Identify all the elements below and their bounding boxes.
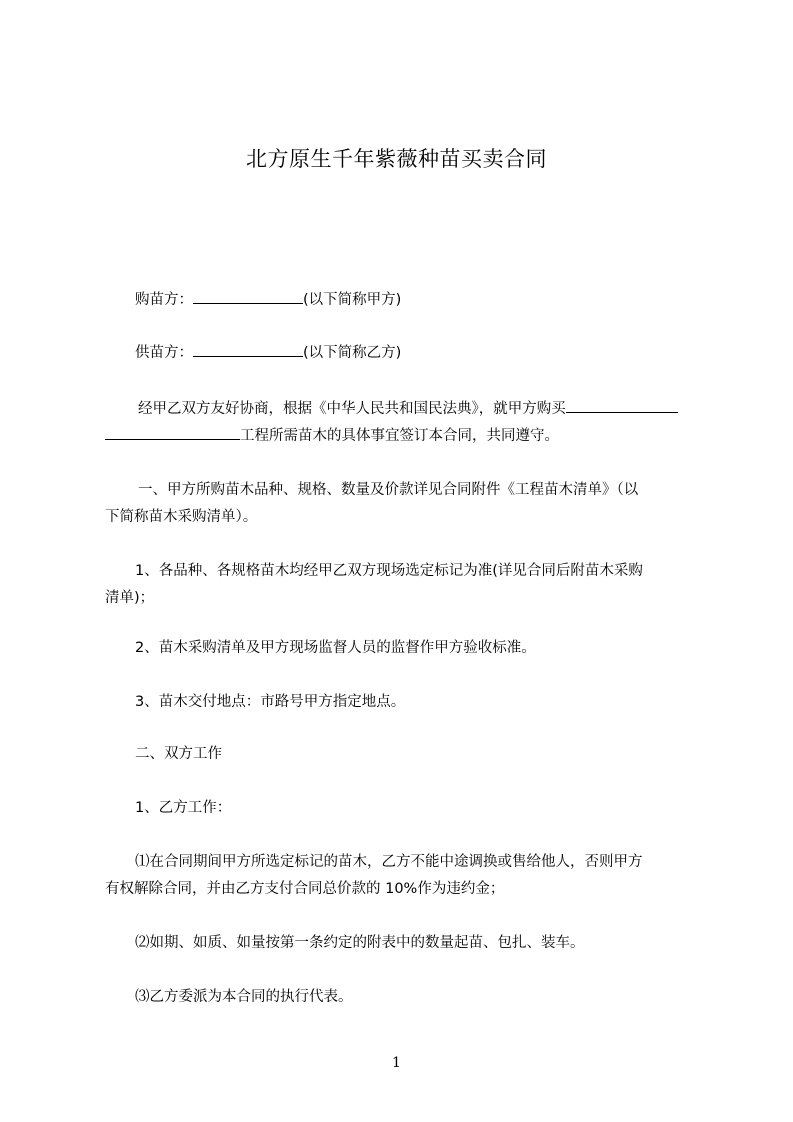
buyer-label: 购苗方： — [135, 292, 193, 308]
contract-title: 北方原生千年紫薇种苗买卖合同 — [246, 147, 547, 171]
preamble-line-2 — [105, 422, 559, 450]
preamble-text-2: 工程所需苗木的具体事宜签订本合同，共同遵守。 — [240, 428, 559, 444]
section-1-line-2: 下简称苗木采购清单）。 — [105, 509, 258, 525]
item-1-line-2: 清单)； — [105, 590, 155, 606]
clause-3: ⑶乙方委派为本合同的执行代表。 — [135, 989, 353, 1005]
section-2-item-1: 1、乙方工作： — [135, 800, 232, 816]
project-blank-1 — [566, 396, 678, 413]
clause-1-line-1: ⑴在合同期间甲方所选定标记的苗木，乙方不能中途调换或售给他人，否则甲方 — [135, 854, 643, 870]
item-2: 2、苗木采购清单及甲方现场监督人员的监督作甲方验收标准。 — [135, 640, 536, 656]
buyer-blank — [193, 287, 303, 304]
section-2-heading: 二、双方工作 — [135, 746, 222, 762]
page-number: 1 — [392, 1055, 401, 1071]
buyer-suffix: (以下简称甲方) — [303, 292, 402, 308]
item-1-line-1: 1、各品种、各规格苗木均经甲乙双方现场选定标记为准(详见合同后附苗木采购 — [135, 563, 643, 579]
preamble-line-1 — [138, 395, 678, 423]
seller-label: 供苗方： — [135, 345, 193, 361]
item-3: 3、苗木交付地点：市路号甲方指定地点。 — [135, 694, 406, 710]
seller-blank — [193, 340, 303, 357]
project-blank-2 — [105, 423, 240, 440]
section-1-line-1: 一、甲方所购苗木品种、规格、数量及价款详见合同附件《工程苗木清单》（以 — [138, 482, 639, 498]
clause-1-line-2: 有权解除合同，并由乙方支付合同总价款的 10%作为违约金； — [105, 881, 505, 897]
clause-2: ⑵如期、如质、如量按第一条约定的附表中的数量起苗、包扎、装车。 — [135, 935, 585, 951]
seller-line — [135, 339, 401, 367]
buyer-line — [135, 286, 401, 314]
preamble-text-1: 经甲乙双方友好协商，根据《中华人民共和国民法典》，就甲方购买 — [138, 401, 566, 417]
seller-suffix: (以下简称乙方) — [303, 345, 402, 361]
